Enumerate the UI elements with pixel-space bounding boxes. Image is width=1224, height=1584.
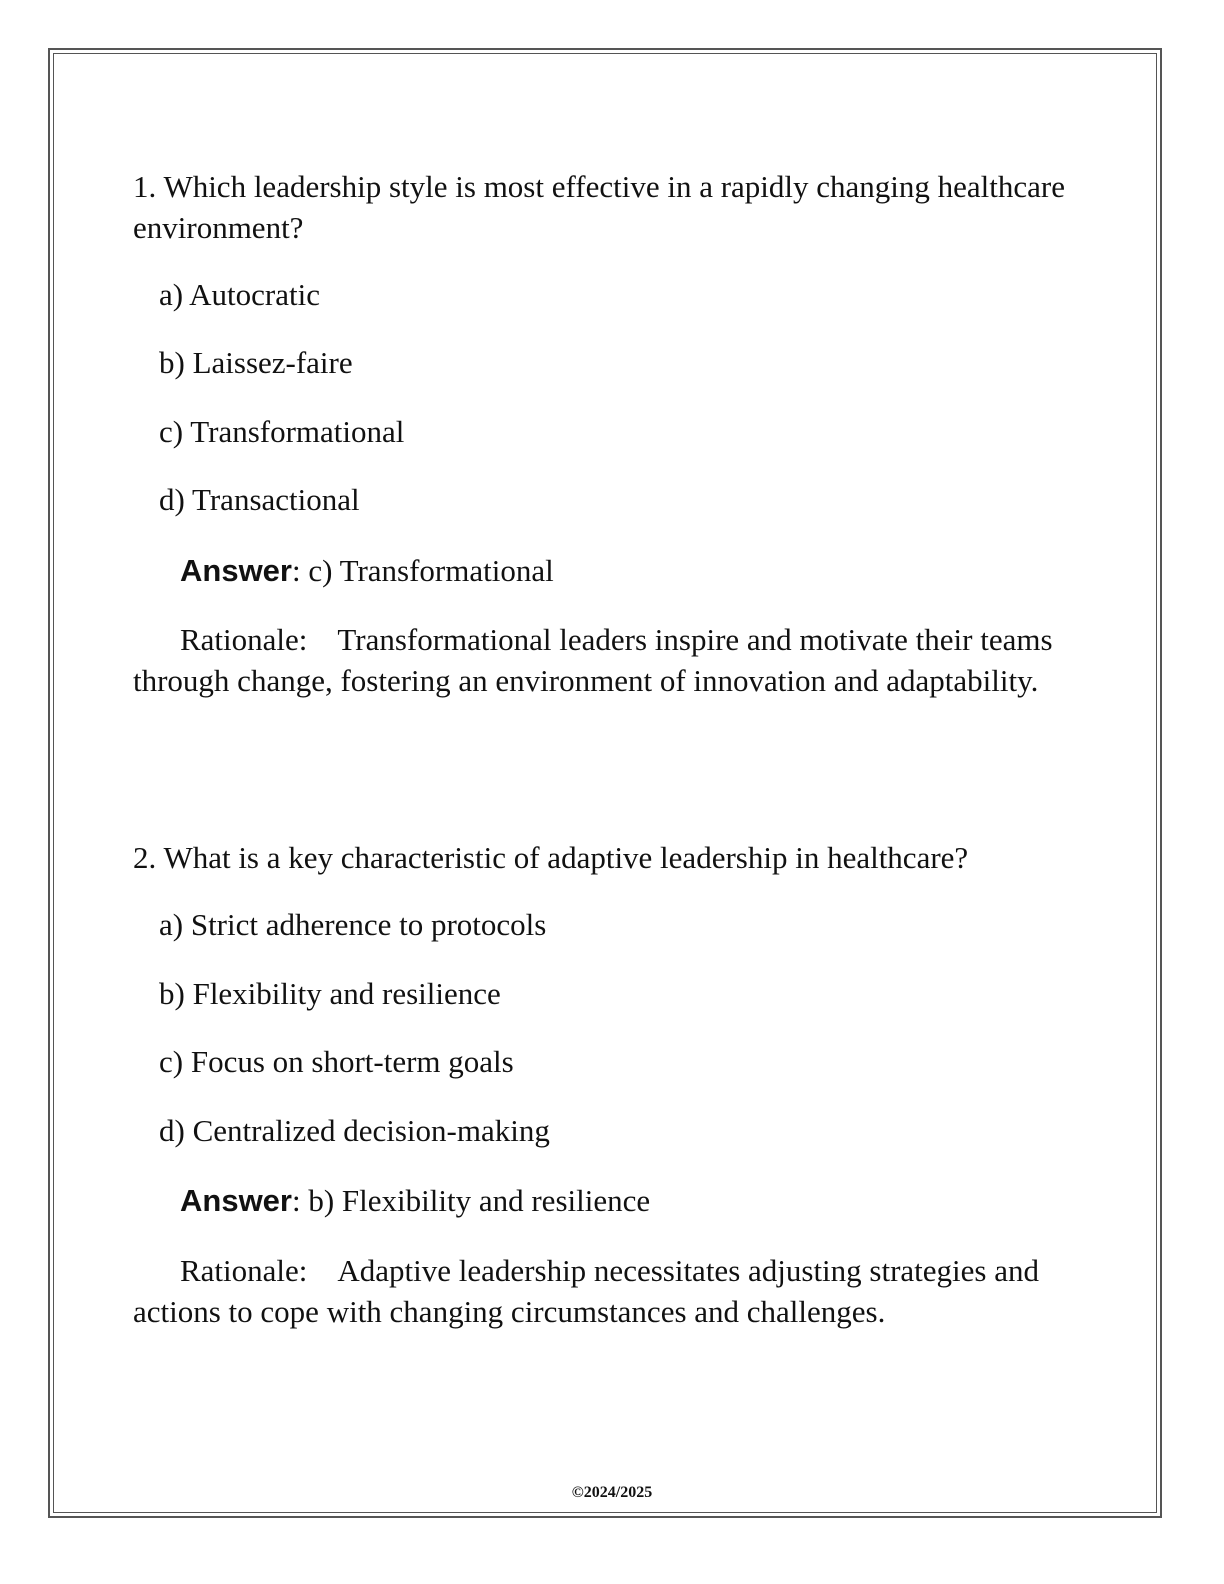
- answer-value: : b) Flexibility and resilience: [291, 1183, 651, 1218]
- copyright-footer: ©2024/2025: [571, 1484, 653, 1501]
- question-2-answer: [180, 1180, 650, 1221]
- question-1-text: 1. Which leadership style is most effective in a rapidly changing healthcare environment?: [133, 169, 1065, 245]
- question-2-option-d: d) Centralized decision-making: [159, 1113, 550, 1148]
- question-1-answer: [180, 550, 554, 591]
- question-1-option-a: a) Autocratic: [159, 277, 320, 312]
- question-1-rationale: [133, 619, 1093, 701]
- rationale-label: Rationale:: [180, 1253, 308, 1288]
- question-2-rationale: [133, 1250, 1093, 1332]
- answer-value: : c) Transformational: [291, 553, 554, 588]
- answer-label: Answer: [180, 1183, 292, 1218]
- rationale-text: Transformational leaders inspire and motivate their teams through change, fostering an environment of innovation and adaptability.: [133, 622, 1053, 698]
- question-1-option-b: b) Laissez-faire: [159, 345, 353, 380]
- rationale-text: Adaptive leadership necessitates adjusting strategies and actions to cope with changing circumstances and challenges.: [133, 1253, 1039, 1329]
- question-2-option-c: c) Focus on short-term goals: [159, 1044, 514, 1079]
- question-2-option-b: b) Flexibility and resilience: [159, 976, 501, 1011]
- question-2-option-a: a) Strict adherence to protocols: [159, 907, 547, 942]
- question-1-option-c: c) Transformational: [159, 414, 405, 449]
- answer-label: Answer: [180, 553, 292, 588]
- question-1-option-d: d) Transactional: [159, 482, 360, 517]
- rationale-label: Rationale:: [180, 622, 308, 657]
- question-2-text: 2. What is a key characteristic of adaptive leadership in healthcare?: [133, 840, 969, 875]
